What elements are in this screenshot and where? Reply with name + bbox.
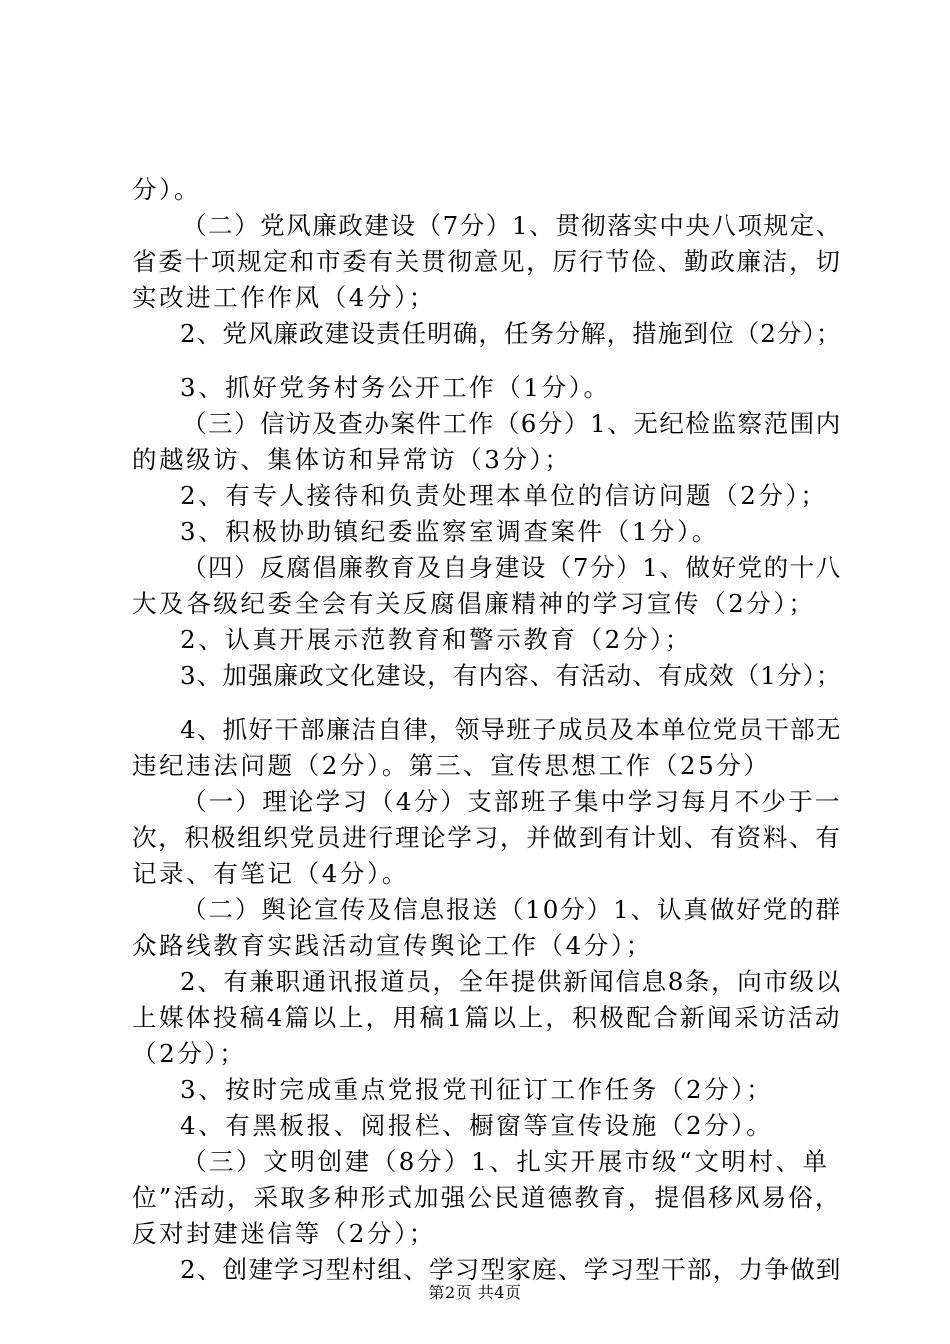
text-line: 3、积极协助镇纪委监察室调查案件（1分）。 xyxy=(180,517,720,546)
text-line: 分）。 xyxy=(132,175,202,204)
text-line: 记录、有笔记（4分）。 xyxy=(132,859,409,888)
text-line: 3、抓好党务村务公开工作（1分）。 xyxy=(180,373,611,402)
text-line: （三）文明创建（8分）1、扎实开展市级“文明村、单 xyxy=(182,1147,830,1176)
text-line: 3、按时完成重点党报党刊征订工作任务（2分）； xyxy=(180,1075,774,1104)
page-number-footer: 第2页 共4页 xyxy=(428,1283,522,1302)
text-line: 实改进工作作风（4分）； xyxy=(132,283,437,312)
text-line: （三）信访及查办案件工作（6分）1、无纪检监察范围内 xyxy=(182,409,842,438)
text-line: 位”活动，采取多种形式加强公民道德教育，提倡移风易俗， xyxy=(132,1183,842,1212)
text-line: 2、认真开展示范教育和警示教育（2分）； xyxy=(180,625,692,654)
text-line: （二）舆论宣传及信息报送（10分）1、认真做好党的群 xyxy=(182,895,842,924)
text-line: 反对封建迷信等（2分）； xyxy=(132,1219,437,1248)
text-line: 2、创建学习型村组、学习型家庭、学习型干部，力争做到 xyxy=(180,1255,842,1284)
text-line: 2、有兼职通讯报道员，全年提供新闻信息8条，向市级以 xyxy=(180,967,842,996)
text-line: 4、有黑板报、阅报栏、橱窗等宣传设施（2分）。 xyxy=(180,1111,774,1140)
text-line: 大及各级纪委全会有关反腐倡廉精神的学习宣传（2分）； xyxy=(132,589,816,618)
text-line: （一）理论学习（4分）支部班子集中学习每月不少于一 xyxy=(182,787,842,816)
text-line: 上媒体投稿4篇以上，用稿1篇以上，积极配合新闻采访活动 xyxy=(132,1003,842,1032)
text-line: 2、有专人接待和负责处理本单位的信访问题（2分）； xyxy=(180,481,828,510)
text-line: 次，积极组织党员进行理论学习，并做到有计划、有资料、有 xyxy=(132,823,842,852)
text-line: 2、党风廉政建设责任明确，任务分解，措施到位（2分）； xyxy=(180,319,842,348)
text-line: 众路线教育实践活动宣传舆论工作（4分）； xyxy=(132,931,653,960)
text-line: （2分）； xyxy=(132,1039,247,1068)
text-line: 4、抓好干部廉洁自律，领导班子成员及本单位党员干部无 xyxy=(180,715,842,744)
text-line: 的越级访、集体访和异常访（3分）； xyxy=(132,445,572,474)
text-line: 省委十项规定和市委有关贯彻意见，厉行节俭、勤政廉洁，切 xyxy=(132,247,842,276)
text-line: （四）反腐倡廉教育及自身建设（7分）1、做好党的十八 xyxy=(182,553,842,582)
text-line: 违纪违法问题（2分）。第三、宣传思想工作（25分） xyxy=(132,751,771,780)
text-line: 3、加强廉政文化建设，有内容、有活动、有成效（1分）； xyxy=(180,661,842,690)
text-line: （二）党风廉政建设（7分）1、贯彻落实中央八项规定、 xyxy=(182,211,842,240)
